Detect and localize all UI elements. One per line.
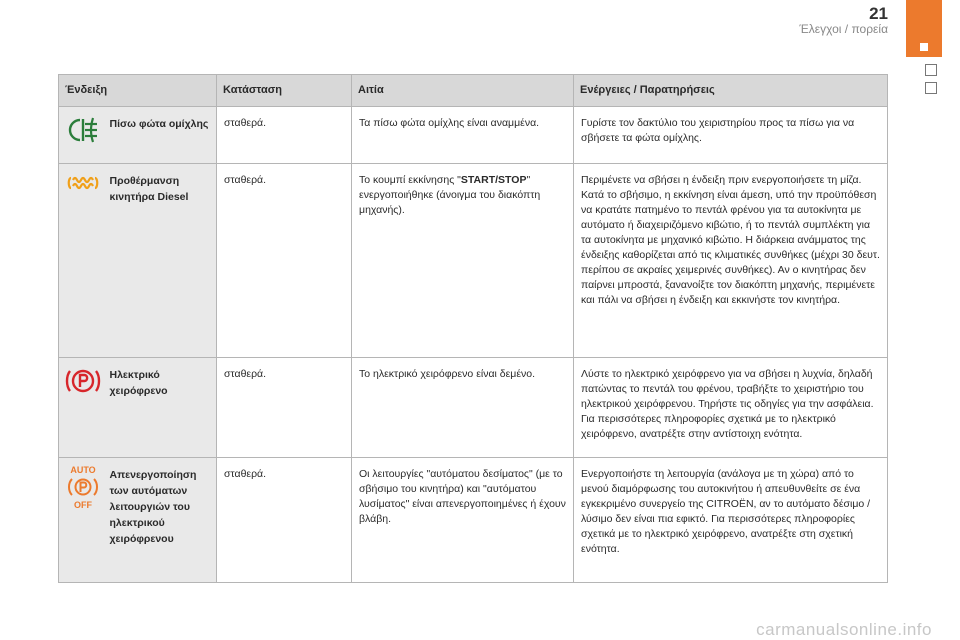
cause-cell: Το ηλεκτρικό χειρόφρενο είναι δεμένο. bbox=[352, 358, 574, 458]
start-stop-label: START/STOP bbox=[460, 174, 527, 186]
chapter-tab bbox=[906, 0, 942, 57]
state-cell: σταθερά. bbox=[217, 107, 352, 164]
auto-label: AUTO bbox=[70, 465, 96, 475]
header-indicator: Ένδειξη bbox=[59, 75, 217, 107]
indicator-name: Απενεργοποίηση των αυτόματων λειτουργιών του ηλεκτρικού χειρόφρενου bbox=[107, 458, 217, 583]
nav-box-2 bbox=[925, 82, 937, 94]
nav-box-1 bbox=[925, 64, 937, 76]
cause-text-end: " ενεργοποιήθηκε (άνοιγμα του διακόπτη μηχανής). bbox=[359, 174, 541, 216]
actions-cell: Γυρίστε τον δακτύλιο του χειριστηρίου προς τα πίσω για να σβήσετε τα φώτα ομίχλης. bbox=[574, 107, 888, 164]
rear-fog-light-icon bbox=[66, 115, 100, 145]
cause-cell: Τα πίσω φώτα ομίχλης είναι αναμμένα. bbox=[352, 107, 574, 164]
icon-cell bbox=[59, 164, 107, 358]
cause-text-start: Το κουμπί εκκίνησης " bbox=[359, 174, 461, 186]
auto-parking-brake-off-icon bbox=[65, 464, 101, 510]
parking-brake-icon bbox=[65, 366, 101, 396]
warning-lights-table bbox=[58, 74, 888, 583]
icon-cell bbox=[59, 107, 107, 164]
diesel-preheat-icon bbox=[67, 172, 99, 194]
chapter-tab-square bbox=[920, 43, 928, 51]
header-cause: Αιτία bbox=[352, 75, 574, 107]
icon-cell bbox=[59, 458, 107, 583]
table-row bbox=[59, 107, 888, 164]
indicator-name: Ηλεκτρικό χειρόφρενο bbox=[107, 358, 217, 458]
table-row bbox=[59, 164, 888, 358]
state-cell: σταθερά. bbox=[217, 358, 352, 458]
section-title: Έλεγχοι / πορεία bbox=[799, 22, 888, 36]
state-cell: σταθερά. bbox=[217, 164, 352, 358]
cause-cell: Οι λειτουργίες "αυτόματου δεσίματος" (με το σβήσιμο του κινητήρα) και "αυτόματου λυσίματος" είναι απενεργοποιημένες ή έχουν βλάβη. bbox=[352, 458, 574, 583]
icon-cell bbox=[59, 358, 107, 458]
indicator-name: Πίσω φώτα ομίχλης bbox=[107, 107, 217, 164]
header-state: Κατάσταση bbox=[217, 75, 352, 107]
indicator-name: Προθέρμανση κινητήρα Diesel bbox=[107, 164, 217, 358]
actions-cell: Ενεργοποιήστε τη λειτουργία (ανάλογα με τη χώρα) από το μενού διαμόρφωσης του αυτοκινήτου ή απευθυνθείτε σε ένα εγκεκριμένο συνεργείο της CITROËN, αν το αυτόματο δέσιμο / λύσιμο δεν είναι πια εφικτό. Για περισσότερες πληροφορίες σχετικά με το ηλεκτρικό χειρόφρενο, ανατρέξτε στη σχετική ενότητα. bbox=[574, 458, 888, 583]
actions-cell: Περιμένετε να σβήσει η ένδειξη πριν ενεργοποιήσετε τη μίζα. Κατά το σβήσιμο, η εκκίνηση είναι άμεση, υπό την προϋπόθεση να κρατάτε πατημένο το πεντάλ φρένου για τα αυτοκίνητα με αυτόματο ή διαχειριζόμενο κιβώτιο, ή το πεντάλ συμπλέκτη για τα αυτοκίνητα με μηχανικό κιβώτιο. Η διάρκεια ανάμματος της ένδειξης καθορίζεται από τις κλιματικές συνθήκες (μέχρι 30 δευτ. περίπου σε ακραίες χειμερινές συνθήκες). Αν ο κινητήρας δεν παίρνει μπροστά, ξανανοίξτε τον διακόπτη μηχανής, περιμένετε και πάλι να σβήσει η ένδειξη και εκκινήστε τον κινητήρα. bbox=[574, 164, 888, 358]
header-actions: Ενέργειες / Παρατηρήσεις bbox=[574, 75, 888, 107]
table-row bbox=[59, 358, 888, 458]
watermark: carmanualsonline.info bbox=[756, 620, 932, 639]
state-cell: σταθερά. bbox=[217, 458, 352, 583]
table-header-row bbox=[59, 75, 888, 107]
actions-cell: Λύστε το ηλεκτρικό χειρόφρενο για να σβήσει η λυχνία, δηλαδή πατώντας το πεντάλ του φρένου, τραβήξτε το χειριστήριο του ηλεκτρικού χειρόφρενου. Τηρήστε τις οδηγίες για την ασφάλεια. Για περισσότερες πληροφορίες σχετικά με το ηλεκτρικό χειρόφρενο, ανατρέξτε στην αντίστοιχη ενότητα. bbox=[574, 358, 888, 458]
table-row bbox=[59, 458, 888, 583]
off-label: OFF bbox=[73, 500, 92, 510]
cause-cell bbox=[352, 164, 574, 358]
page-number: 21 bbox=[869, 4, 888, 23]
